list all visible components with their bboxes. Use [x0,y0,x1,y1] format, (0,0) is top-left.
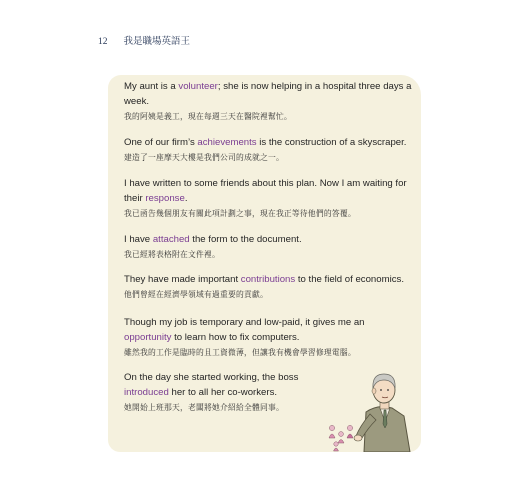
english-sentence: They have made important contributions to the field of economics. [124,274,404,285]
vocab-word: achievements [197,137,257,148]
sentence-entry [124,176,414,220]
sentence-entry [124,370,339,414]
chinese-translation: 她開始上班那天，老闆將她介紹給全體同事。 [124,403,284,412]
vocab-word: contributions [240,274,296,285]
vocab-word: opportunity [124,332,172,343]
page-number: 12 [98,37,108,47]
man-with-figurines-illustration [320,352,420,452]
vocab-word: attached [152,234,190,245]
english-sentence: Though my job is temporary and low-paid, it gives me an opportunity to learn how to fix computers. [124,317,365,343]
chinese-translation: 我已函告幾個朋友有關此項計劃之事，現在我正等待他們的答覆。 [124,209,356,218]
chinese-translation: 他們曾經在經濟學領域有過重要的貢獻。 [124,290,268,299]
english-sentence: I have attached the form to the document. [124,234,302,245]
chinese-translation: 我已經將表格附在文件裡。 [124,250,220,259]
book-title: 我是職場英語王 [123,36,191,47]
sentence-entry [124,79,414,123]
chinese-translation: 我的阿姨是義工，現在每週三天在醫院裡幫忙。 [124,112,292,121]
english-sentence: One of our firm’s achievements is the construction of a skyscraper. [124,137,407,148]
english-sentence: My aunt is a volunteer; she is now helping in a hospital three days a week. [124,81,412,107]
chinese-translation: 雖然我的工作是臨時的且工資微薄，但讓我有機會學習修理電腦。 [124,348,356,357]
sentence-entry [124,272,414,301]
vocab-word: response [145,193,185,204]
vocab-word: volunteer [178,81,218,92]
english-sentence: I have written to some friends about this plan. Now I am waiting for their response. [124,178,407,204]
page-header [98,33,190,47]
sentence-entry [124,232,414,261]
english-sentence: On the day she started working, the boss introduced her to all her co-workers. [124,372,299,398]
sentence-entry [124,135,414,164]
vocab-word: introduced [124,387,169,398]
chinese-translation: 建造了一座摩天大樓是我們公司的成就之一。 [124,153,284,162]
